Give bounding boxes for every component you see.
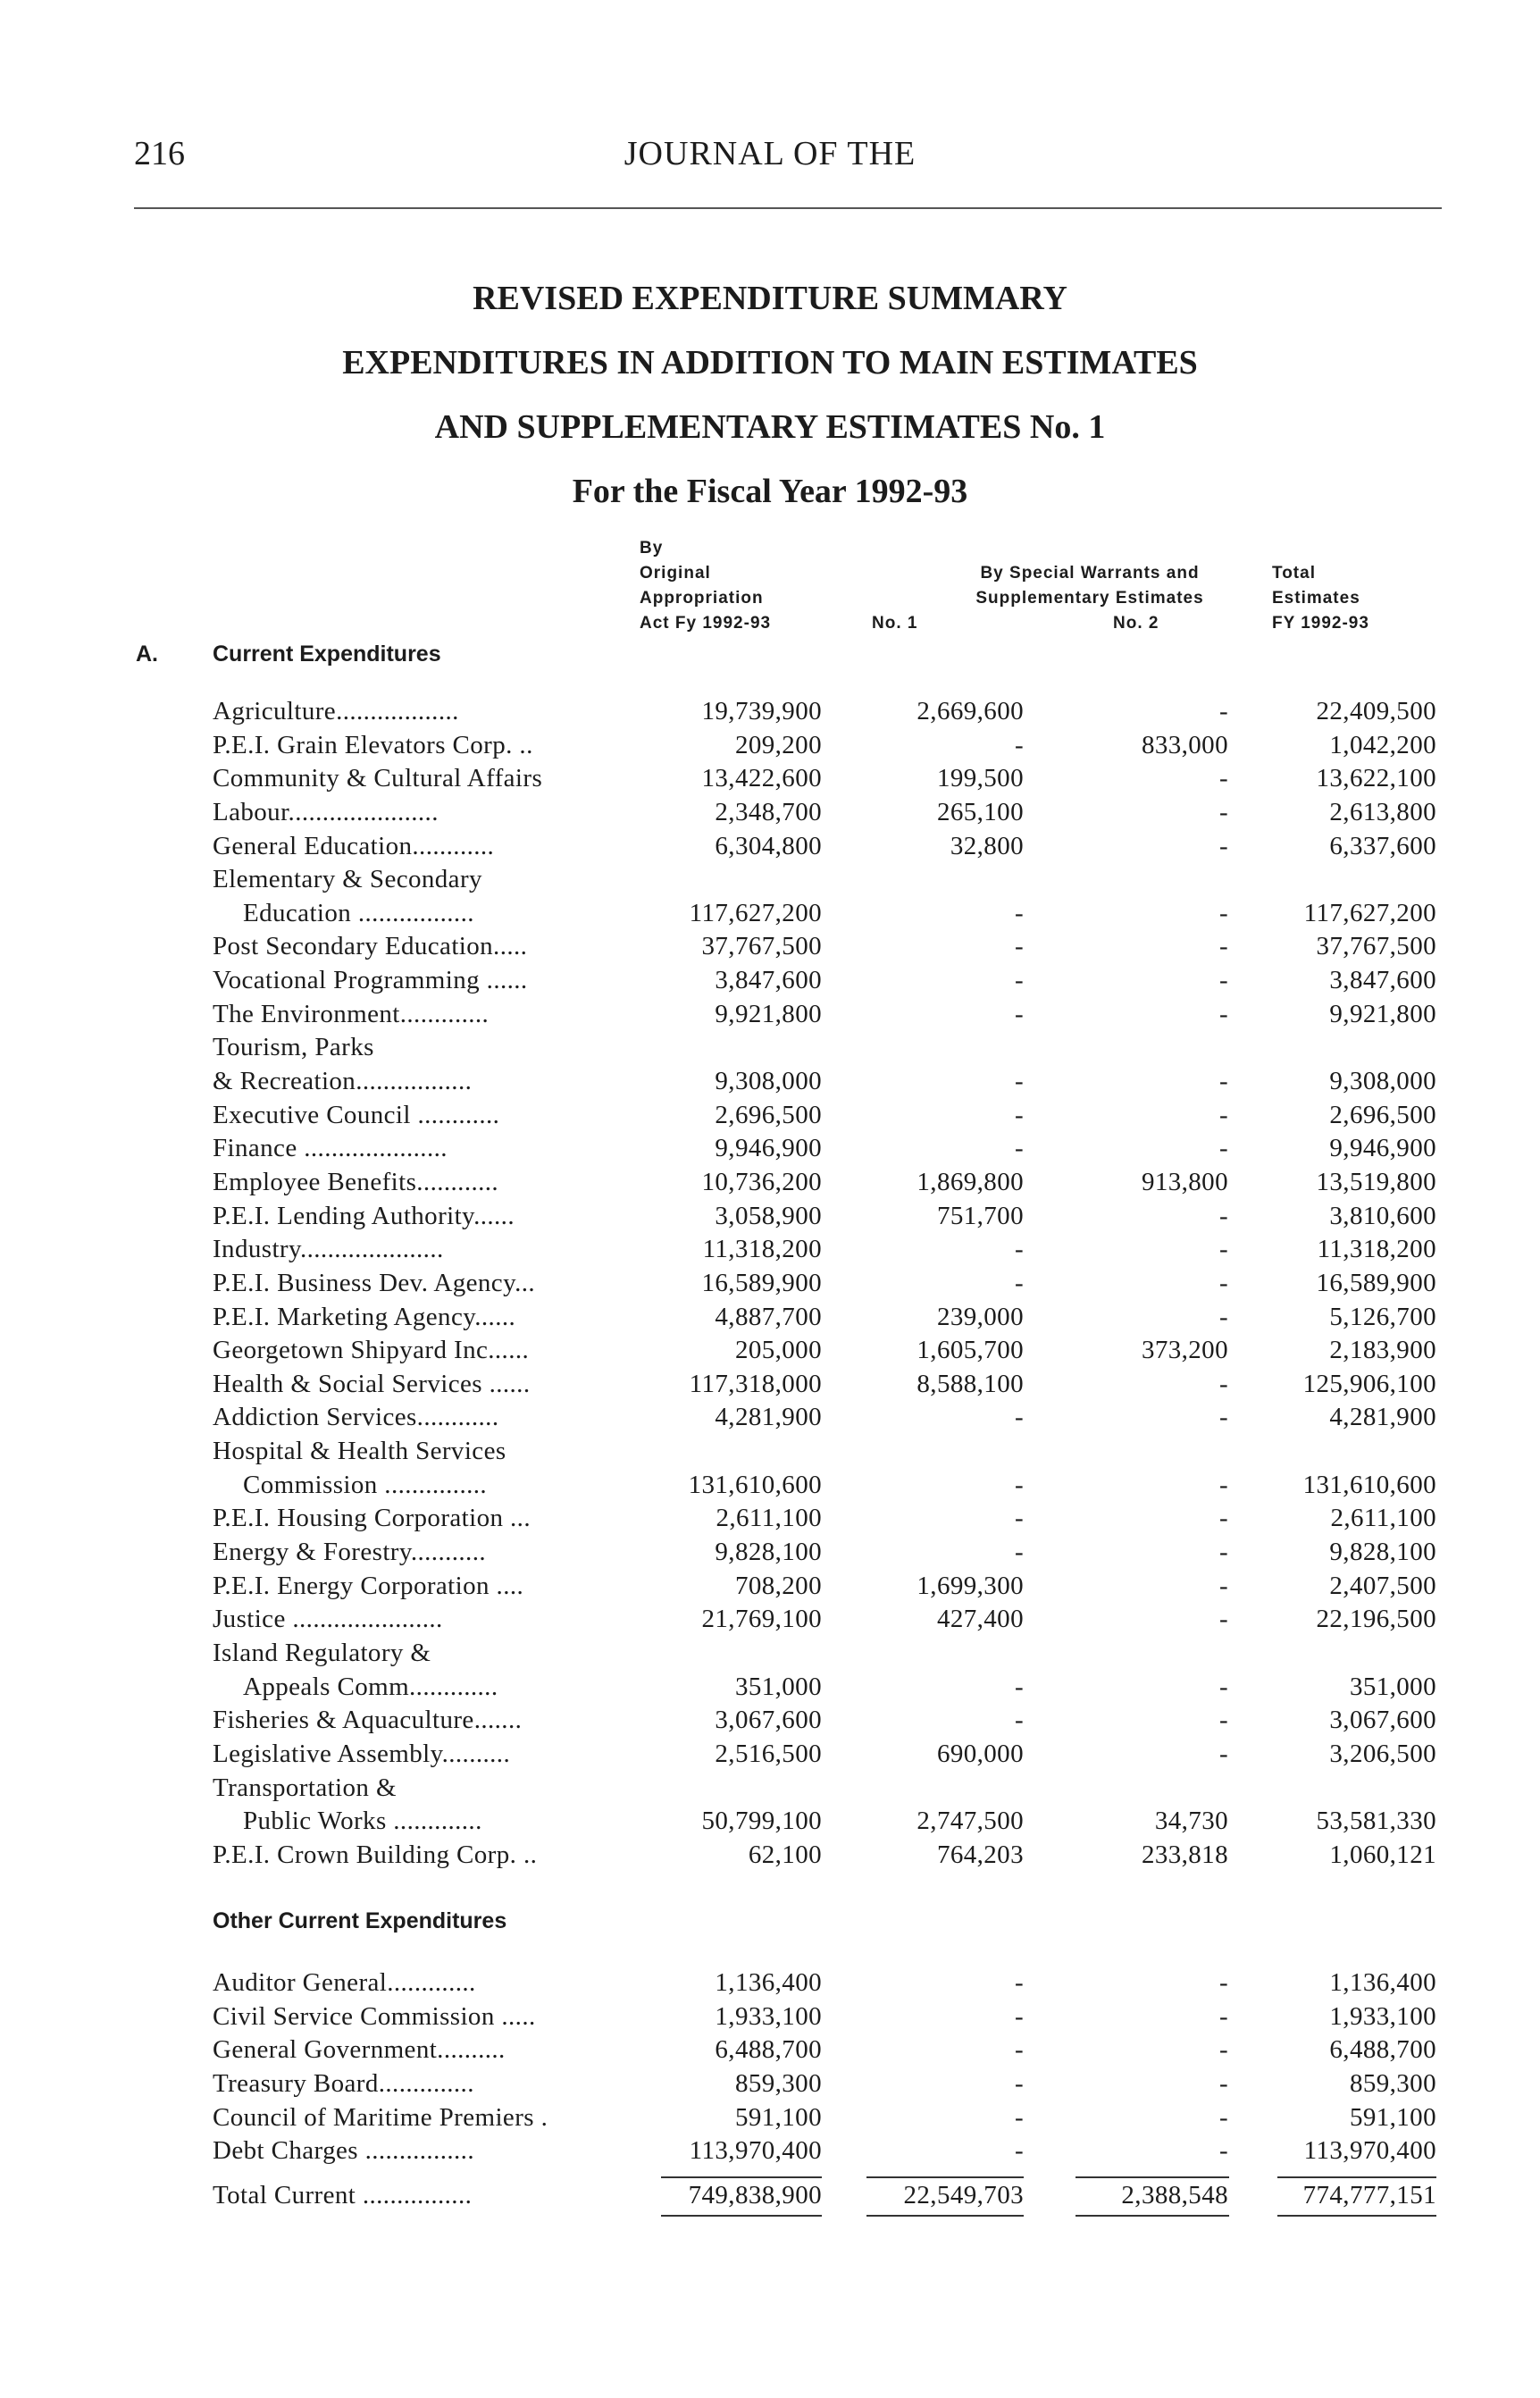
- table-row: [0, 863, 1540, 897]
- row-label: P.E.I. Housing Corporation ...: [213, 1504, 531, 1533]
- supplementary-no2-cell: -: [1218, 966, 1228, 995]
- original-appropriation-cell: 50,799,100: [701, 1807, 822, 1836]
- row-label: Post Secondary Education.....: [213, 932, 528, 961]
- original-appropriation-cell: 62,100: [748, 1840, 822, 1869]
- page-number: 216: [134, 135, 185, 172]
- original-appropriation-cell: 3,847,600: [715, 966, 822, 995]
- table-row: [0, 1603, 1540, 1637]
- total-table: [0, 2179, 1540, 2213]
- supplementary-no1-cell: 1,869,800: [916, 1167, 1024, 1196]
- supplementary-no2-cell: -: [1218, 831, 1228, 860]
- supplementary-no2-cell: 373,200: [1141, 1336, 1228, 1365]
- table-row: [0, 1435, 1540, 1469]
- sum-rule: [866, 2176, 1024, 2178]
- title-block: [0, 266, 1540, 524]
- row-label: P.E.I. Lending Authority......: [213, 1201, 515, 1230]
- supplementary-no2-cell: -: [1218, 1672, 1228, 1701]
- table-row: [0, 1570, 1540, 1604]
- table-row: [0, 1637, 1540, 1671]
- column-header-special: [858, 561, 1322, 611]
- original-appropriation-cell: 11,318,200: [702, 1235, 822, 1264]
- supplementary-no1-cell: -: [1014, 1538, 1024, 1567]
- original-appropriation-cell: 351,000: [734, 1672, 822, 1701]
- table-row: [0, 796, 1540, 830]
- original-appropriation-cell: 591,100: [734, 2102, 822, 2132]
- total-estimate-cell: 1,933,100: [1329, 2001, 1436, 2031]
- table-row: [0, 762, 1540, 796]
- original-appropriation-cell: 6,304,800: [715, 831, 822, 860]
- row-label: General Government..........: [213, 2035, 506, 2065]
- supplementary-no2-cell: -: [1218, 1538, 1228, 1567]
- row-label: Debt Charges ................: [213, 2136, 474, 2166]
- row-label: Addiction Services............: [213, 1403, 499, 1432]
- original-appropriation-cell: 117,318,000: [689, 1369, 822, 1398]
- table-row: [0, 830, 1540, 864]
- column-header-no2: No. 2: [1113, 614, 1159, 633]
- total-estimate-cell: 6,488,700: [1329, 2035, 1436, 2065]
- section-letter: A.: [136, 641, 158, 667]
- table-row: [0, 930, 1540, 964]
- total-estimate-cell: 591,100: [1349, 2102, 1436, 2132]
- total-estimate-cell: 3,810,600: [1329, 1201, 1436, 1230]
- row-label: Commission ...............: [243, 1470, 488, 1499]
- row-label: Georgetown Shipyard Inc......: [213, 1336, 530, 1365]
- section-title: Current Expenditures: [213, 641, 441, 667]
- column-header-original: [640, 536, 771, 636]
- original-appropriation-cell: 4,887,700: [715, 1302, 822, 1331]
- supplementary-no2-cell: -: [1218, 1201, 1228, 1230]
- supplementary-no1-cell: 265,100: [936, 797, 1024, 826]
- supplementary-no2-cell: -: [1218, 1968, 1228, 1997]
- total-estimate-cell: 22,196,500: [1316, 1605, 1436, 1634]
- supplementary-no1-cell: 764,203: [936, 1840, 1024, 1869]
- supplementary-no2-cell: -: [1218, 2001, 1228, 2031]
- supplementary-no1-cell: 8,588,100: [916, 1369, 1024, 1398]
- row-label: P.E.I. Business Dev. Agency...: [213, 1268, 536, 1297]
- original-appropriation-cell: 205,000: [734, 1336, 822, 1365]
- original-appropriation-cell: 9,921,800: [715, 999, 822, 1028]
- supplementary-no2-cell: -: [1218, 2068, 1228, 2098]
- column-header-total: [1272, 561, 1424, 636]
- total-estimate-cell: 9,946,900: [1329, 1134, 1436, 1163]
- row-label: Civil Service Commission .....: [213, 2001, 536, 2031]
- supplementary-no2-cell: -: [1218, 1504, 1228, 1533]
- row-label: Community & Cultural Affairs: [213, 764, 543, 793]
- row-label: Justice ......................: [213, 1605, 443, 1634]
- row-label: Public Works .............: [243, 1807, 482, 1836]
- supplementary-no1-cell: 239,000: [936, 1302, 1024, 1331]
- supplementary-no1-cell: -: [1014, 966, 1024, 995]
- table-row: [0, 1704, 1540, 1738]
- supplementary-no2-cell: 913,800: [1141, 1167, 1228, 1196]
- supplementary-no2-cell: -: [1218, 2136, 1228, 2166]
- total-estimate-cell: 6,337,600: [1329, 831, 1436, 860]
- table-row: [0, 1233, 1540, 1267]
- supplementary-no1-cell: 2,747,500: [916, 1807, 1024, 1836]
- other-expenditure-table: [0, 1966, 1540, 2168]
- table-row: [0, 1469, 1540, 1503]
- original-appropriation-cell: 4,281,900: [715, 1403, 822, 1432]
- table-row: [0, 1132, 1540, 1166]
- table-row: [0, 695, 1540, 729]
- total-underline: [866, 2215, 1024, 2217]
- total-estimate-cell: 22,409,500: [1316, 697, 1436, 725]
- original-appropriation-cell: 9,828,100: [715, 1538, 822, 1567]
- col-orig-line-3: Appropriation: [640, 589, 764, 608]
- supplementary-no2-cell: -: [1218, 1235, 1228, 1264]
- sum-rule: [1075, 2176, 1229, 2178]
- total-underline: [661, 2215, 822, 2217]
- title-line-1: REVISED EXPENDITURE SUMMARY: [473, 280, 1067, 317]
- row-label: Total Current ................: [213, 2181, 473, 2209]
- total-estimate-cell: 2,696,500: [1329, 1100, 1436, 1129]
- col-orig-line-1: By: [640, 539, 664, 558]
- table-row: [0, 1502, 1540, 1536]
- row-label: Agriculture..................: [213, 697, 459, 725]
- original-appropriation-cell: 10,736,200: [701, 1167, 822, 1196]
- table-row: [0, 1099, 1540, 1133]
- table-row: [0, 964, 1540, 998]
- col-special-line-1: By Special Warrants and: [980, 564, 1200, 583]
- original-appropriation-cell: 209,200: [734, 730, 822, 759]
- row-label: P.E.I. Energy Corporation ....: [213, 1571, 524, 1600]
- table-row: [0, 2033, 1540, 2067]
- supplementary-no1-cell: -: [1014, 1672, 1024, 1701]
- supplementary-no1-cell: 2,669,600: [916, 697, 1024, 725]
- supplementary-no2-cell: -: [1218, 1302, 1228, 1331]
- supplementary-no2-cell: 233,818: [1141, 1840, 1228, 1869]
- sum-rule: [1277, 2176, 1436, 2178]
- supplementary-no1-cell: -: [1014, 1706, 1024, 1735]
- supplementary-no2-cell: -: [1218, 1100, 1228, 1129]
- total-estimate-cell: 2,611,100: [1330, 1504, 1436, 1533]
- supplementary-no1-cell: 199,500: [936, 764, 1024, 793]
- row-label: Transportation &: [213, 1773, 397, 1802]
- supplementary-no2-cell: 2,388,548: [1121, 2181, 1228, 2209]
- col-special-line-2: Supplementary Estimates: [975, 589, 1204, 608]
- supplementary-no1-cell: -: [1014, 932, 1024, 961]
- row-label: Elementary & Secondary: [213, 865, 482, 894]
- total-estimate-cell: 16,589,900: [1316, 1268, 1436, 1297]
- row-label: The Environment.............: [213, 999, 490, 1028]
- table-row: [0, 2067, 1540, 2101]
- table-row: [0, 2134, 1540, 2168]
- total-estimate-cell: 1,136,400: [1329, 1968, 1436, 1997]
- total-estimate-cell: 3,206,500: [1329, 1739, 1436, 1768]
- col-total-line-2: Estimates: [1272, 589, 1360, 608]
- original-appropriation-cell: 37,767,500: [701, 932, 822, 961]
- total-underline: [1277, 2215, 1436, 2217]
- original-appropriation-cell: 2,611,100: [716, 1504, 822, 1533]
- original-appropriation-cell: 708,200: [734, 1571, 822, 1600]
- col-orig-line-4: Act Fy 1992-93: [640, 614, 772, 633]
- original-appropriation-cell: 749,838,900: [688, 2181, 822, 2209]
- total-underline: [1075, 2215, 1229, 2217]
- original-appropriation-cell: 16,589,900: [701, 1268, 822, 1297]
- supplementary-no1-cell: 1,699,300: [916, 1571, 1024, 1600]
- supplementary-no2-cell: -: [1218, 1369, 1228, 1398]
- total-estimate-cell: 9,308,000: [1329, 1067, 1436, 1096]
- original-appropriation-cell: 9,308,000: [715, 1067, 822, 1096]
- row-label: Auditor General.............: [213, 1968, 476, 1997]
- supplementary-no1-cell: 32,800: [950, 831, 1024, 860]
- table-row: [0, 1368, 1540, 1402]
- supplementary-no1-cell: -: [1014, 2068, 1024, 2098]
- table-row: [0, 729, 1540, 763]
- row-label: Health & Social Services ......: [213, 1369, 531, 1398]
- supplementary-no2-cell: -: [1218, 1470, 1228, 1499]
- supplementary-no2-cell: 34,730: [1154, 1807, 1228, 1836]
- table-row: [0, 1536, 1540, 1570]
- table-row: [0, 1738, 1540, 1772]
- total-estimate-cell: 3,067,600: [1329, 1706, 1436, 1735]
- col-total-line-3: FY 1992-93: [1272, 614, 1369, 633]
- row-label: Hospital & Health Services: [213, 1437, 506, 1466]
- row-label: P.E.I. Grain Elevators Corp. ..: [213, 730, 533, 759]
- supplementary-no2-cell: -: [1218, 1403, 1228, 1432]
- original-appropriation-cell: 2,516,500: [715, 1739, 822, 1768]
- supplementary-no1-cell: -: [1014, 1504, 1024, 1533]
- total-estimate-cell: 774,777,151: [1302, 2181, 1436, 2209]
- original-appropriation-cell: 9,946,900: [715, 1134, 822, 1163]
- original-appropriation-cell: 859,300: [734, 2068, 822, 2098]
- row-label: Education .................: [243, 898, 474, 927]
- supplementary-no2-cell: -: [1218, 2102, 1228, 2132]
- col-orig-line-2: Original: [640, 564, 711, 583]
- row-label: Fisheries & Aquaculture.......: [213, 1706, 523, 1735]
- total-estimate-cell: 125,906,100: [1302, 1369, 1436, 1398]
- supplementary-no1-cell: 427,400: [936, 1605, 1024, 1634]
- original-appropriation-cell: 3,058,900: [715, 1201, 822, 1230]
- table-row: [0, 1065, 1540, 1099]
- supplementary-no1-cell: -: [1014, 730, 1024, 759]
- original-appropriation-cell: 3,067,600: [715, 1706, 822, 1735]
- original-appropriation-cell: 131,610,600: [688, 1470, 822, 1499]
- total-estimate-cell: 2,613,800: [1329, 797, 1436, 826]
- total-estimate-cell: 1,060,121: [1329, 1840, 1436, 1869]
- total-estimate-cell: 117,627,200: [1303, 898, 1436, 927]
- col-total-line-1: Total: [1272, 564, 1316, 583]
- table-row: [0, 1200, 1540, 1234]
- total-estimate-cell: 3,847,600: [1329, 966, 1436, 995]
- supplementary-no1-cell: -: [1014, 2035, 1024, 2065]
- title-line-4: For the Fiscal Year 1992-93: [572, 473, 968, 510]
- total-estimate-cell: 351,000: [1349, 1672, 1436, 1701]
- original-appropriation-cell: 6,488,700: [715, 2035, 822, 2065]
- table-row: [0, 1839, 1540, 1873]
- supplementary-no2-cell: -: [1218, 1605, 1228, 1634]
- total-estimate-cell: 2,407,500: [1329, 1571, 1436, 1600]
- total-estimate-cell: 13,519,800: [1316, 1167, 1436, 1196]
- table-row: [0, 1267, 1540, 1301]
- supplementary-no1-cell: -: [1014, 1235, 1024, 1264]
- row-label: Employee Benefits............: [213, 1167, 499, 1196]
- supplementary-no2-cell: -: [1218, 999, 1228, 1028]
- row-label: P.E.I. Crown Building Corp. ..: [213, 1840, 538, 1869]
- total-estimate-cell: 13,622,100: [1316, 764, 1436, 793]
- supplementary-no1-cell: 690,000: [936, 1739, 1024, 1768]
- table-row: [0, 1772, 1540, 1806]
- supplementary-no1-cell: -: [1014, 1067, 1024, 1096]
- expenditure-table: [0, 695, 1540, 1872]
- supplementary-no1-cell: -: [1014, 1403, 1024, 1432]
- supplementary-no1-cell: -: [1014, 1100, 1024, 1129]
- supplementary-no1-cell: 751,700: [936, 1201, 1024, 1230]
- supplementary-no1-cell: -: [1014, 999, 1024, 1028]
- total-estimate-cell: 4,281,900: [1329, 1403, 1436, 1432]
- supplementary-no1-cell: -: [1014, 1268, 1024, 1297]
- original-appropriation-cell: 21,769,100: [701, 1605, 822, 1634]
- row-label: Council of Maritime Premiers .: [213, 2102, 548, 2132]
- total-estimate-cell: 11,318,200: [1317, 1235, 1436, 1264]
- supplementary-no1-cell: -: [1014, 2136, 1024, 2166]
- total-estimate-cell: 5,126,700: [1329, 1302, 1436, 1331]
- row-label: Tourism, Parks: [213, 1033, 374, 1062]
- total-estimate-cell: 113,970,400: [1303, 2136, 1436, 2166]
- column-header-no1: No. 1: [872, 614, 918, 633]
- supplementary-no2-cell: -: [1218, 1134, 1228, 1163]
- supplementary-no2-cell: -: [1218, 1268, 1228, 1297]
- row-label: P.E.I. Marketing Agency......: [213, 1302, 516, 1331]
- original-appropriation-cell: 1,933,100: [715, 2001, 822, 2031]
- table-row: [0, 1966, 1540, 2000]
- supplementary-no1-cell: -: [1014, 2001, 1024, 2031]
- original-appropriation-cell: 117,627,200: [689, 898, 822, 927]
- supplementary-no2-cell: -: [1218, 764, 1228, 793]
- row-label: Finance .....................: [213, 1134, 448, 1163]
- table-row: [0, 2000, 1540, 2034]
- table-row: [0, 1805, 1540, 1839]
- running-title: JOURNAL OF THE: [624, 135, 916, 172]
- supplementary-no2-cell: -: [1218, 898, 1228, 927]
- supplementary-no2-cell: -: [1218, 932, 1228, 961]
- title-line-2: EXPENDITURES IN ADDITION TO MAIN ESTIMATES: [342, 344, 1198, 382]
- table-row: [0, 1031, 1540, 1065]
- table-row: [0, 897, 1540, 931]
- supplementary-no2-cell: -: [1218, 2035, 1228, 2065]
- title-line-3: AND SUPPLEMENTARY ESTIMATES No. 1: [434, 408, 1106, 446]
- total-estimate-cell: 53,581,330: [1316, 1807, 1436, 1836]
- supplementary-no1-cell: 1,605,700: [916, 1336, 1024, 1365]
- row-label: & Recreation.................: [213, 1067, 473, 1096]
- total-estimate-cell: 2,183,900: [1329, 1336, 1436, 1365]
- table-row: [0, 1334, 1540, 1368]
- total-estimate-cell: 859,300: [1349, 2068, 1436, 2098]
- supplementary-no2-cell: -: [1218, 797, 1228, 826]
- table-row: [0, 2101, 1540, 2135]
- row-label: Energy & Forestry...........: [213, 1538, 487, 1567]
- supplementary-no1-cell: 22,549,703: [903, 2181, 1024, 2209]
- original-appropriation-cell: 2,348,700: [715, 797, 822, 826]
- header-rule: [134, 207, 1442, 209]
- row-label: Legislative Assembly..........: [213, 1739, 511, 1768]
- supplementary-no2-cell: -: [1218, 1706, 1228, 1735]
- row-label: Treasury Board..............: [213, 2068, 474, 2098]
- row-label: Appeals Comm.............: [243, 1672, 498, 1701]
- sum-rule: [661, 2176, 822, 2178]
- table-row: [0, 1671, 1540, 1705]
- other-section-title: Other Current Expenditures: [213, 1908, 507, 1933]
- total-estimate-cell: 131,610,600: [1302, 1470, 1436, 1499]
- supplementary-no2-cell: -: [1218, 1739, 1228, 1768]
- total-estimate-cell: 9,921,800: [1329, 999, 1436, 1028]
- supplementary-no1-cell: -: [1014, 1470, 1024, 1499]
- supplementary-no2-cell: 833,000: [1141, 730, 1228, 759]
- supplementary-no2-cell: -: [1218, 1067, 1228, 1096]
- total-estimate-cell: 1,042,200: [1329, 730, 1436, 759]
- row-label: Executive Council ............: [213, 1100, 500, 1129]
- original-appropriation-cell: 13,422,600: [701, 764, 822, 793]
- table-row: [0, 1401, 1540, 1435]
- total-estimate-cell: 9,828,100: [1329, 1538, 1436, 1567]
- original-appropriation-cell: 19,739,900: [701, 697, 822, 725]
- total-estimate-cell: 37,767,500: [1316, 932, 1436, 961]
- supplementary-no1-cell: -: [1014, 1968, 1024, 1997]
- table-row: [0, 998, 1540, 1032]
- table-row: [0, 1166, 1540, 1200]
- row-label: Labour......................: [213, 797, 439, 826]
- original-appropriation-cell: 113,970,400: [689, 2136, 822, 2166]
- original-appropriation-cell: 2,696,500: [715, 1100, 822, 1129]
- original-appropriation-cell: 1,136,400: [715, 1968, 822, 1997]
- total-row: [0, 2179, 1540, 2213]
- supplementary-no2-cell: -: [1218, 697, 1228, 725]
- table-row: [0, 1301, 1540, 1335]
- supplementary-no1-cell: -: [1014, 2102, 1024, 2132]
- row-label: General Education............: [213, 831, 495, 860]
- row-label: Industry.....................: [213, 1235, 444, 1264]
- row-label: Vocational Programming ......: [213, 966, 528, 995]
- row-label: Island Regulatory &: [213, 1638, 431, 1667]
- supplementary-no2-cell: -: [1218, 1571, 1228, 1600]
- supplementary-no1-cell: -: [1014, 898, 1024, 927]
- supplementary-no1-cell: -: [1014, 1134, 1024, 1163]
